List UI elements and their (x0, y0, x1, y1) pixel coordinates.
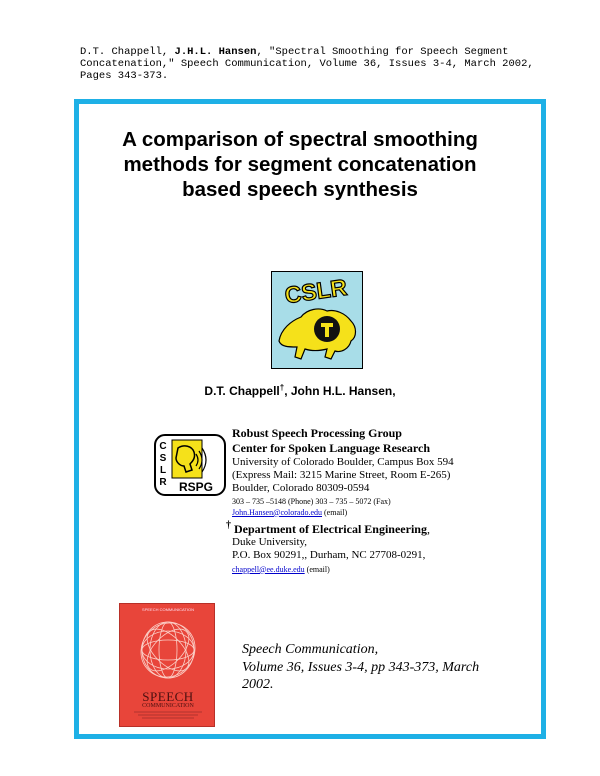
citation (80, 46, 560, 82)
citation-author: J.H.L. Hansen (174, 46, 257, 58)
affiliation-duke (226, 519, 546, 576)
author-rest: , John H.L. Hansen, (284, 384, 396, 398)
rspg-letter-c: C (159, 441, 167, 452)
title-line-2: methods for segment concatenation (123, 153, 477, 176)
chappell-email-link[interactable]: chappell@ee.duke.edu (232, 564, 305, 574)
duke-dagger: † (226, 520, 231, 531)
cover-globe-graphic (138, 618, 198, 682)
aff-city: Boulder, Colorado 80309-0594 (232, 482, 370, 495)
rspg-logo (154, 434, 226, 496)
affiliation-cslr (232, 426, 552, 518)
rspg-letter-s: S (159, 453, 167, 464)
cslr-logo-text: CSLR (283, 273, 349, 309)
duke-univ: Duke University, (232, 536, 308, 549)
aff-email-label: (email) (322, 507, 348, 517)
hansen-email-link[interactable]: John.Hansen@colorado.edu (232, 507, 323, 517)
aff-center: Center for Spoken Language Research (232, 441, 430, 455)
aff-univ: University of Colorado Boulder, Campus Box 594 (232, 456, 454, 468)
cover-title: SPEECH (142, 689, 194, 704)
author-dagger: † (279, 383, 285, 392)
journal-reference (242, 641, 542, 694)
title-line-1: A comparison of spectral smoothing (122, 128, 478, 151)
paper-title (0, 127, 600, 202)
cover-top-text: SPEECH COMMUNICATION (142, 607, 194, 612)
citation-part2: , "Spectral Smoothing for Speech Segment Concatenation," Speech Communication, Volume 36, Issues 3-4, March 2002, Pages 343-373. (80, 46, 540, 82)
duke-box: P.O. Box 90291,, Durham, NC 27708-0291, (232, 549, 426, 562)
duke-email-label: (email) (304, 564, 330, 574)
journal-line-1: Speech Communication, (242, 642, 379, 657)
cover-fine-print (130, 710, 206, 720)
rspg-letter-r: R (159, 477, 167, 488)
journal-cover-image (119, 603, 215, 727)
rspg-logo-text: RSPG (178, 480, 214, 494)
duke-dept: Department of Electrical Engineering (231, 522, 427, 536)
cslr-logo (271, 271, 363, 369)
journal-line-3: 2002. (242, 677, 274, 692)
author-1: D.T. Chappell (204, 384, 280, 398)
title-line-3: based speech synthesis (182, 178, 418, 201)
journal-line-2: Volume 36, Issues 3-4, pp 343-373, March (242, 659, 480, 675)
aff-express: (Express Mail: 3215 Marine Street, Room E-265) (232, 469, 451, 482)
aff-phone: 303 – 735 –5148 (Phone) 303 – 735 – 5072 (Fax) (232, 496, 391, 506)
authors (0, 383, 600, 398)
duke-dept-end: , (426, 522, 430, 536)
rspg-letter-l: L (159, 465, 167, 476)
aff-group: Robust Speech Processing Group (232, 426, 402, 440)
cover-subtitle: COMMUNICATION (142, 703, 194, 709)
citation-part1: D.T. Chappell, (80, 46, 175, 58)
